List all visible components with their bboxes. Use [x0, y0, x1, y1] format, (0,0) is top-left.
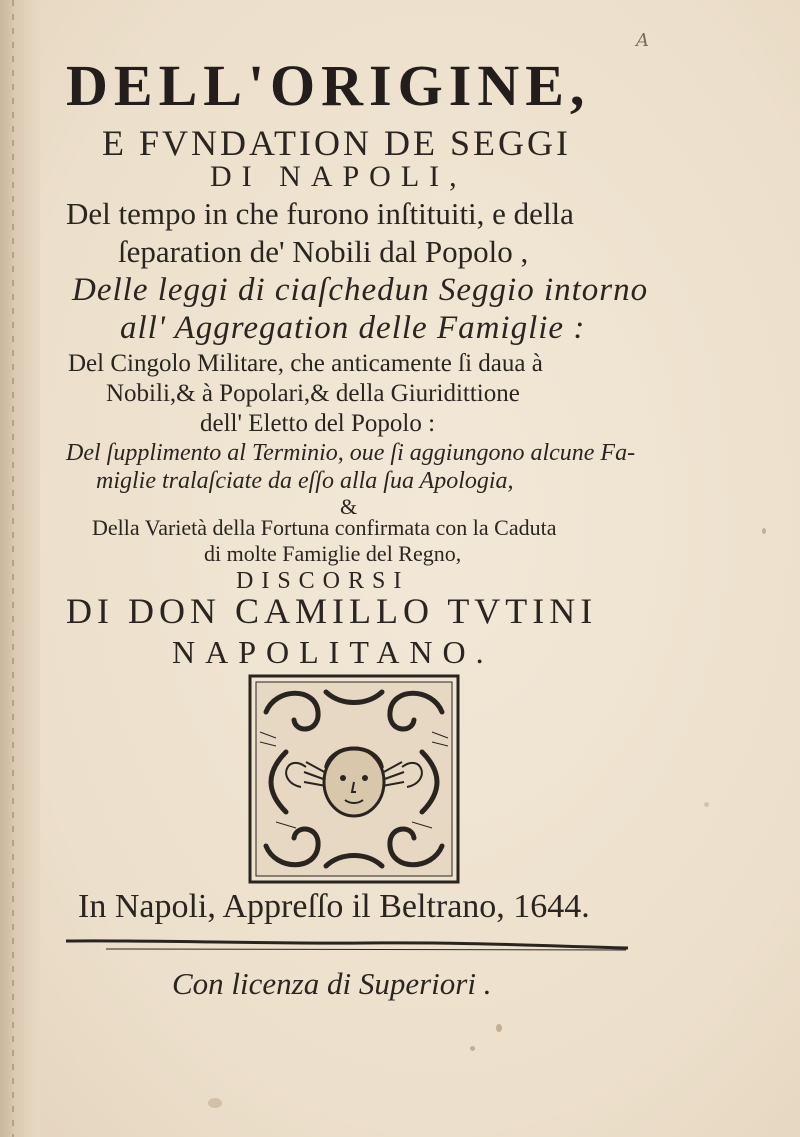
printers-device-cherub-icon — [246, 672, 462, 886]
subtitle-line-6: Delle leggi di ciaſchedun Seggio intorno — [72, 272, 649, 308]
subtitle-line-5: ſeparation de' Nobili dal Popolo , — [118, 234, 529, 269]
author-origin-line: NAPOLITANO. — [172, 634, 494, 670]
author-line: DI DON CAMILLO TVTINI — [66, 591, 598, 631]
binding-gutter — [0, 0, 40, 1137]
title-line-2: E FVNDATION DE SEGGI — [102, 123, 571, 163]
subtitle-line-12: miglie tralaſciate da eſſo alla ſua Apologia, — [96, 468, 514, 494]
ampersand-line: & — [340, 494, 358, 519]
handwritten-corner-mark: A — [636, 30, 649, 51]
paper-foxing-spot — [704, 802, 709, 807]
paper-foxing-spot — [208, 1098, 222, 1108]
title-line-3: DI NAPOLI, — [210, 160, 467, 193]
subtitle-line-7: all' Aggregation delle Famiglie : — [120, 310, 586, 346]
subtitle-line-10: dell' Eletto del Popolo : — [200, 410, 436, 437]
title-line-1: DELL'ORIGINE, — [66, 53, 591, 118]
subtitle-line-14: Della Varietà della Fortuna confirmata con la Caduta — [92, 515, 557, 540]
discorsi-heading: DISCORSI — [236, 568, 410, 594]
paper-foxing-spot — [762, 528, 766, 534]
subtitle-line-8: Del Cingolo Militare, che anticamente ſi daua à — [68, 350, 543, 377]
paper-foxing-spot — [470, 1046, 475, 1051]
double-rule-divider — [66, 938, 628, 952]
subtitle-line-11: Del ſupplimento al Terminio, oue ſi aggiungono alcune Fa- — [66, 440, 636, 466]
subtitle-line-4: Del tempo in che furono inſtituiti, e della — [66, 196, 574, 231]
licenza-line: Con licenza di Superiori . — [172, 966, 492, 1001]
paper-foxing-spot — [496, 1024, 502, 1032]
imprint-line: In Napoli, Appreſſo il Beltrano, 1644. — [78, 888, 590, 925]
subtitle-line-15: di molte Famiglie del Regno, — [204, 541, 462, 566]
subtitle-line-9: Nobili,& à Popolari,& della Giuridittione — [106, 380, 520, 407]
